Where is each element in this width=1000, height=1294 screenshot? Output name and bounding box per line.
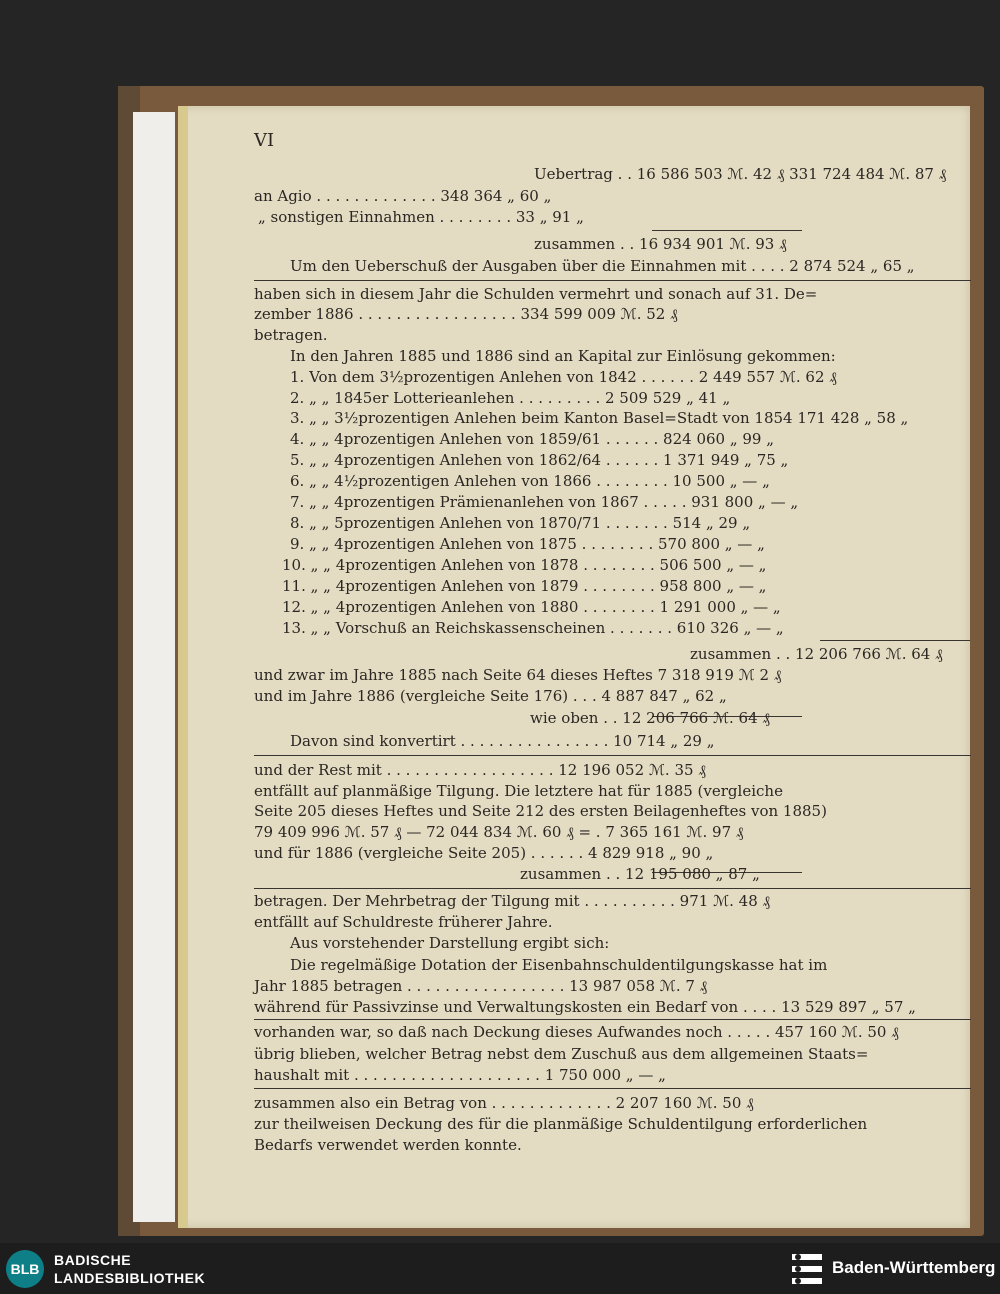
text-line: und im Jahre 1886 (vergleiche Seite 176) . . . 4 887 847 „ 62 „ (254, 687, 727, 705)
text-line: zusammen . . 16 934 901 ℳ. 93 ₰ (534, 235, 787, 253)
paper-strip (133, 112, 175, 1222)
text-line: Um den Ueberschuß der Ausgaben über die Einnahmen mit . . . . 2 874 524 „ 65 „ (290, 257, 915, 275)
list-item: 11. „ „ 4prozentigen Anlehen von 1879 . . . . . . . . 958 800 „ — „ (282, 577, 767, 595)
text-line: zember 1886 . . . . . . . . . . . . . . . . . 334 599 009 ℳ. 52 ₰ (254, 305, 678, 323)
text-line: und für 1886 (vergleiche Seite 205) . . . . . . 4 829 918 „ 90 „ (254, 844, 714, 862)
text-line: Seite 205 dieses Heftes und Seite 212 des ersten Beilagenheftes von 1885) (254, 802, 827, 820)
list-item: 9. „ „ 4prozentigen Anlehen von 1875 . . . . . . . . 570 800 „ — „ (290, 535, 765, 553)
text-line: entfällt auf planmäßige Tilgung. Die letztere hat für 1885 (vergleiche (254, 782, 783, 800)
lions-emblem-icon (790, 1250, 824, 1288)
text-line: und der Rest mit . . . . . . . . . . . . . . . . . . 12 196 052 ℳ. 35 ₰ (254, 761, 706, 779)
text-line: zusammen . . 12 206 766 ℳ. 64 ₰ (690, 645, 943, 663)
list-item: 1. Von dem 3½prozentigen Anlehen von 1842 . . . . . . 2 449 557 ℳ. 62 ₰ (290, 368, 837, 386)
list-item: 8. „ „ 5prozentigen Anlehen von 1870/71 . . . . . . . 514 „ 29 „ (290, 514, 751, 532)
list-item: 13. „ „ Vorschuß an Reichskassenscheinen . . . . . . . 610 326 „ — „ (282, 619, 784, 637)
text-line: wie oben . . 12 206 766 ℳ. 64 ₰ (530, 709, 770, 727)
list-item: 6. „ „ 4½prozentigen Anlehen von 1866 . . . . . . . . 10 500 „ — „ (290, 472, 770, 490)
list-item: 7. „ „ 4prozentigen Prämienanlehen von 1867 . . . . . 931 800 „ — „ (290, 493, 799, 511)
library-name-line1: BADISCHE (54, 1252, 132, 1268)
blb-logo[interactable]: BLB (6, 1250, 44, 1288)
library-name-line2: LANDESBIBLIOTHEK (54, 1270, 206, 1286)
text-line: während für Passivzinse und Verwaltungskosten ein Bedarf von . . . . 13 529 897 „ 57 „ (254, 998, 916, 1016)
text-line: entfällt auf Schuldreste früherer Jahre. (254, 913, 553, 931)
list-item: 3. „ „ 3½prozentigen Anlehen beim Kanton Basel=Stadt von 1854 171 428 „ 58 „ (290, 409, 909, 427)
text-line: betragen. (254, 326, 328, 344)
text-line: an Agio . . . . . . . . . . . . . 348 364 „ 60 „ (254, 187, 552, 205)
list-item: 5. „ „ 4prozentigen Anlehen von 1862/64 . . . . . . 1 371 949 „ 75 „ (290, 451, 789, 469)
text-line: betragen. Der Mehrbetrag der Tilgung mit . . . . . . . . . . 971 ℳ. 48 ₰ (254, 892, 771, 910)
text-line: vorhanden war, so daß nach Deckung dieses Aufwandes noch . . . . . 457 160 ℳ. 50 ₰ (254, 1023, 899, 1041)
page-number: VI (254, 130, 275, 151)
text-line: zusammen also ein Betrag von . . . . . . . . . . . . . 2 207 160 ℳ. 50 ₰ (254, 1094, 754, 1112)
list-item: 2. „ „ 1845er Lotterieanlehen . . . . . . . . . 2 509 529 „ 41 „ (290, 389, 731, 407)
list-item: 12. „ „ 4prozentigen Anlehen von 1880 . . . . . . . . 1 291 000 „ — „ (282, 598, 781, 616)
page-gutter (178, 106, 188, 1228)
sum-rule (652, 230, 802, 231)
text-line: Aus vorstehender Darstellung ergibt sich: (290, 934, 610, 952)
text-line: haben sich in diesem Jahr die Schulden vermehrt und sonach auf 31. De= (254, 285, 818, 303)
text-line: Davon sind konvertirt . . . . . . . . . . . . . . . . 10 714 „ 29 „ (290, 732, 715, 750)
text-line: 79 409 996 ℳ. 57 ₰ — 72 044 834 ℳ. 60 ₰ = . 7 365 161 ℳ. 97 ₰ (254, 823, 744, 841)
section-rule (254, 1019, 971, 1020)
list-item: 4. „ „ 4prozentigen Anlehen von 1859/61 . . . . . . 824 060 „ 99 „ (290, 430, 775, 448)
text-line: und zwar im Jahre 1885 nach Seite 64 dieses Heftes 7 318 919 ℳ 2 ₰ (254, 666, 782, 684)
text-line: übrig blieben, welcher Betrag nebst dem Zuschuß aus dem allgemeinen Staats= (254, 1045, 869, 1063)
text-line: Bedarfs verwendet werden konnte. (254, 1136, 522, 1154)
state-name[interactable]: Baden-Württemberg (832, 1258, 996, 1277)
text-line: zur theilweisen Deckung des für die planmäßige Schuldentilgung erforderlichen (254, 1115, 868, 1133)
text-line: Uebertrag . . 16 586 503 ℳ. 42 ₰ 331 724 484 ℳ. 87 ₰ (534, 165, 947, 183)
section-rule (254, 280, 971, 281)
section-rule (254, 1088, 971, 1089)
section-rule (254, 755, 971, 756)
text-line: Jahr 1885 betragen . . . . . . . . . . . . . . . . . 13 987 058 ℳ. 7 ₰ (254, 977, 708, 995)
sum-rule (820, 640, 970, 641)
section-rule (254, 888, 971, 889)
text-line: In den Jahren 1885 und 1886 sind an Kapital zur Einlösung gekommen: (290, 347, 836, 365)
text-line: „ sonstigen Einnahmen . . . . . . . . 33 „ 91 „ (258, 208, 584, 226)
text-line: haushalt mit . . . . . . . . . . . . . . . . . . . . 1 750 000 „ — „ (254, 1066, 666, 1084)
text-line: Die regelmäßige Dotation der Eisenbahnschuldentilgungskasse hat im (290, 956, 828, 974)
list-item: 10. „ „ 4prozentigen Anlehen von 1878 . . . . . . . . 506 500 „ — „ (282, 556, 767, 574)
text-line: zusammen . . 12 195 080 „ 87 „ (520, 865, 760, 883)
